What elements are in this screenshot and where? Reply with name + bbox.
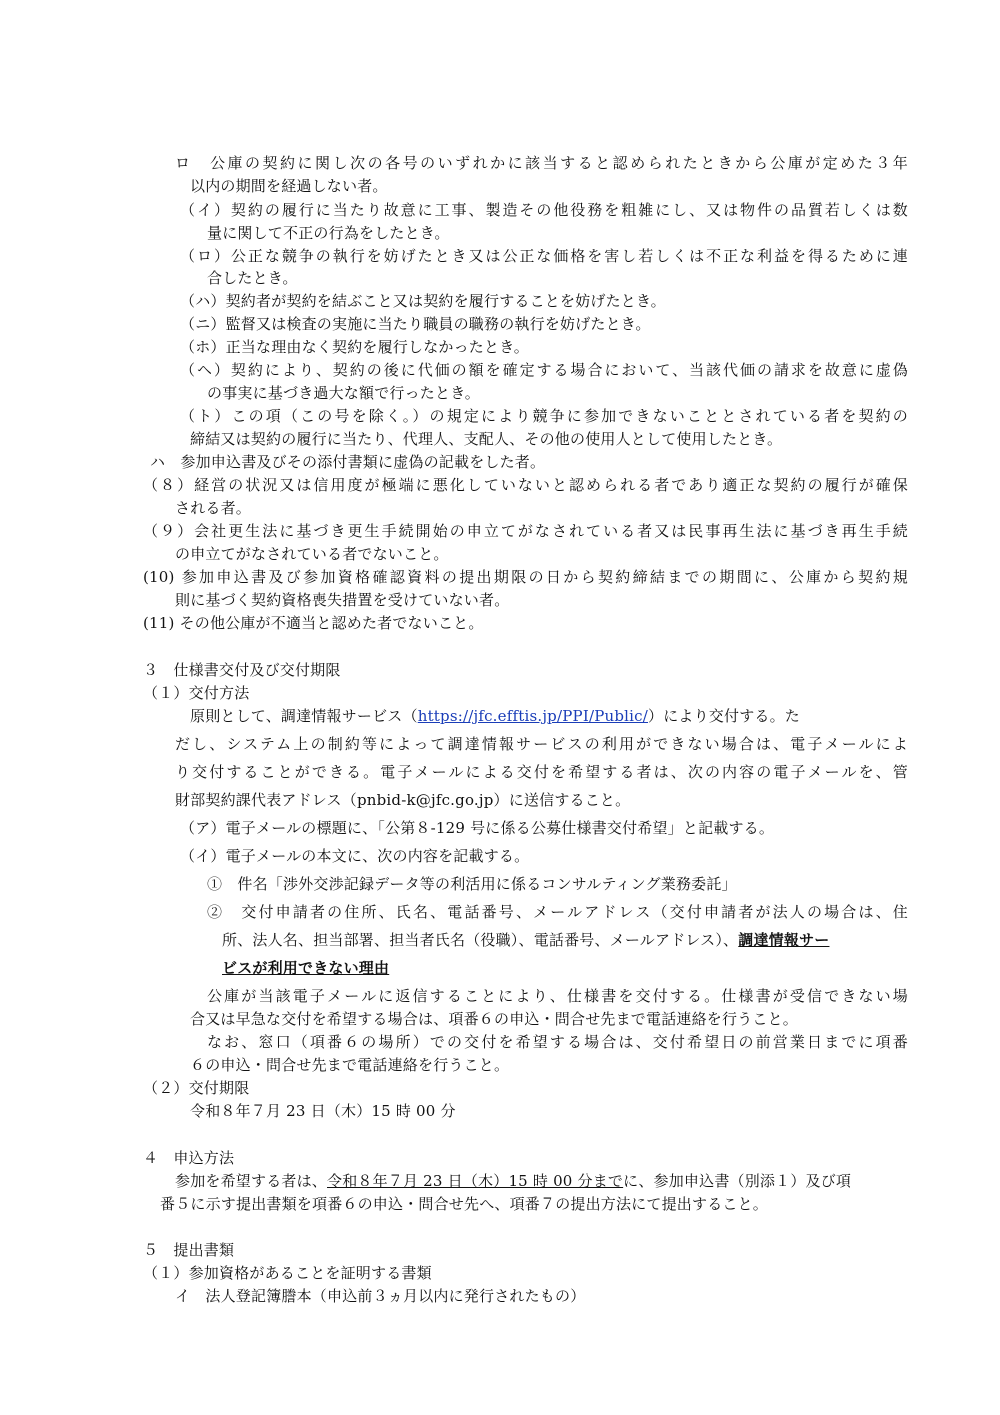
item-he-line2: の事実に基づき過大な額で行ったとき。: [207, 384, 481, 402]
procurement-service-link[interactable]: https://jfc.efftis.jp/PPI/Public/: [417, 707, 648, 725]
section3-circle-2-line3: ビスが利用できない理由: [222, 959, 390, 977]
item-9-line2: の申立てがなされている者でないこと。: [175, 545, 449, 563]
p1-text-pre: 原則として、調達情報サービス（: [190, 707, 418, 725]
section3-p3-line2: ６の申込・問合せ先まで電話連絡を行うこと。: [190, 1056, 510, 1074]
item-ro-line2: 合したとき。: [207, 269, 298, 287]
item-to-line2: 締結又は契約の履行に当たり、代理人、支配人、その他の使用人として使用したとき。: [190, 430, 783, 448]
section3-p1-line4: 財部契約課代表アドレス（pnbid-k@jfc.go.jp）に送信すること。: [175, 791, 631, 809]
section4-heading: ４ 申込方法: [143, 1149, 235, 1167]
section4-p-line2: 番５に示す提出書類を項番６の申込・問合せ先へ、項番７の提出方法にて提出すること。: [160, 1195, 769, 1213]
item-8-line2: される者。: [175, 499, 252, 517]
section3-p2-line1: 公庫が当該電子メールに返信することにより、仕様書を交付する。仕様書が受信できない場: [207, 987, 908, 1005]
section5-sub1: （１）参加資格があることを証明する書類: [143, 1264, 432, 1282]
item-10-line2: 則に基づく契約資格喪失措置を受けていない者。: [175, 591, 510, 609]
section3-p1-line2: だし、システム上の制約等によって調達情報サービスの利用ができない場合は、電子メールによ: [175, 735, 908, 753]
section4-text-pre: 参加を希望する者は、: [175, 1172, 328, 1190]
section3-p1-line1: [190, 706, 800, 726]
section5-heading: ５ 提出書類: [143, 1241, 235, 1259]
item-i-line2: 量に関して不正の行為をしたとき。: [207, 224, 450, 242]
item-to-line1: （ト）この項（この号を除く。）の規定により競争に参加できないこととされている者を契約の: [180, 407, 908, 425]
item-8-line1: （８）経営の状況又は信用度が極端に悪化していないと認められる者であり適正な契約の履行が確保: [143, 476, 908, 494]
section4-text-post: に、参加申込書（別添１）及び項: [623, 1172, 852, 1190]
section3-p1-line3: り交付することができる。電子メールによる交付を希望する者は、次の内容の電子メールを、管: [175, 763, 908, 781]
item-ro-heading-line1: ロ 公庫の契約に関し次の各号のいずれかに該当すると認められたときから公庫が定めた３年: [175, 154, 908, 172]
section3-sub2: （２）交付期限: [143, 1079, 250, 1097]
item-i-line1: （イ）契約の履行に当たり故意に工事、製造その他役務を粗雑にし、又は物件の品質若しくは数: [180, 201, 908, 219]
item-ro-heading-line2: 以内の期間を経過しない者。: [190, 177, 388, 195]
item-he-line1: （ヘ）契約により、契約の後に代価の額を確定する場合において、当該代価の請求を故意に虚偽: [180, 361, 908, 379]
item-ho: （ホ）正当な理由なく契約を履行しなかったとき。: [180, 338, 530, 356]
section3-item-a: （ア）電子メールの標題に、「公第８-129 号に係る公募仕様書交付希望」と記載する。: [180, 819, 775, 837]
section4-p-line1: [175, 1171, 851, 1191]
section3-sub1: （１）交付方法: [143, 684, 250, 702]
section3-p3-line1: なお、窓口（項番６の場所）での交付を希望する場合は、交付希望日の前営業日までに項番: [207, 1033, 908, 1051]
section3-circle-2-line1: ② 交付申請者の住所、氏名、電話番号、メールアドレス（交付申請者が法人の場合は、住: [207, 903, 908, 921]
section5-item-i: イ 法人登記簿謄本（申込前３ヵ月以内に発行されたもの）: [175, 1287, 586, 1305]
item-10-line1: (10) 参加申込書及び参加資格確認資料の提出期限の日から契約締結までの期間に、公庫から契約規: [143, 568, 908, 586]
item-ha-sub: （ハ）契約者が契約を結ぶこと又は契約を履行することを妨げたとき。: [180, 292, 666, 310]
section3-circle-2-line2: [222, 930, 829, 950]
item-ro-line1: （ロ）公正な競争の執行を妨げたとき又は公正な価格を害し若しくは不正な利益を得るために連: [180, 247, 908, 265]
item-ha-main: ハ 参加申込書及びその添付書類に虚偽の記載をした者。: [150, 453, 546, 471]
section3-heading: ３ 仕様書交付及び交付期限: [143, 661, 341, 679]
section3-item-b: （イ）電子メールの本文に、次の内容を記載する。: [180, 847, 530, 865]
circle-2-text: 所、法人名、担当部署、担当者氏名（役職）、電話番号、メールアドレス）、: [222, 931, 739, 949]
circle-2-emphasis-start: 調達情報サー: [738, 931, 830, 949]
section3-p2-line2: 合又は早急な交付を希望する場合は、項番６の申込・問合せ先まで電話連絡を行うこと。: [190, 1010, 799, 1028]
section4-deadline-underlined: 令和８年７月 23 日（木）15 時 00 分まで: [327, 1172, 624, 1190]
p1-text-post: ）により交付する。た: [648, 707, 801, 725]
section3-deadline: 令和８年７月 23 日（木）15 時 00 分: [190, 1102, 456, 1120]
item-9-line1: （９）会社更生法に基づき更生手続開始の申立てがなされている者又は民事再生法に基づき再生手続: [143, 522, 908, 540]
item-ni: （ニ）監督又は検査の実施に当たり職員の職務の執行を妨げたとき。: [180, 315, 651, 333]
item-11: (11) その他公庫が不適当と認めた者でないこと。: [143, 614, 484, 632]
section3-circle-1: ① 件名「渉外交渉記録データ等の利活用に係るコンサルティング業務委託」: [207, 875, 737, 893]
